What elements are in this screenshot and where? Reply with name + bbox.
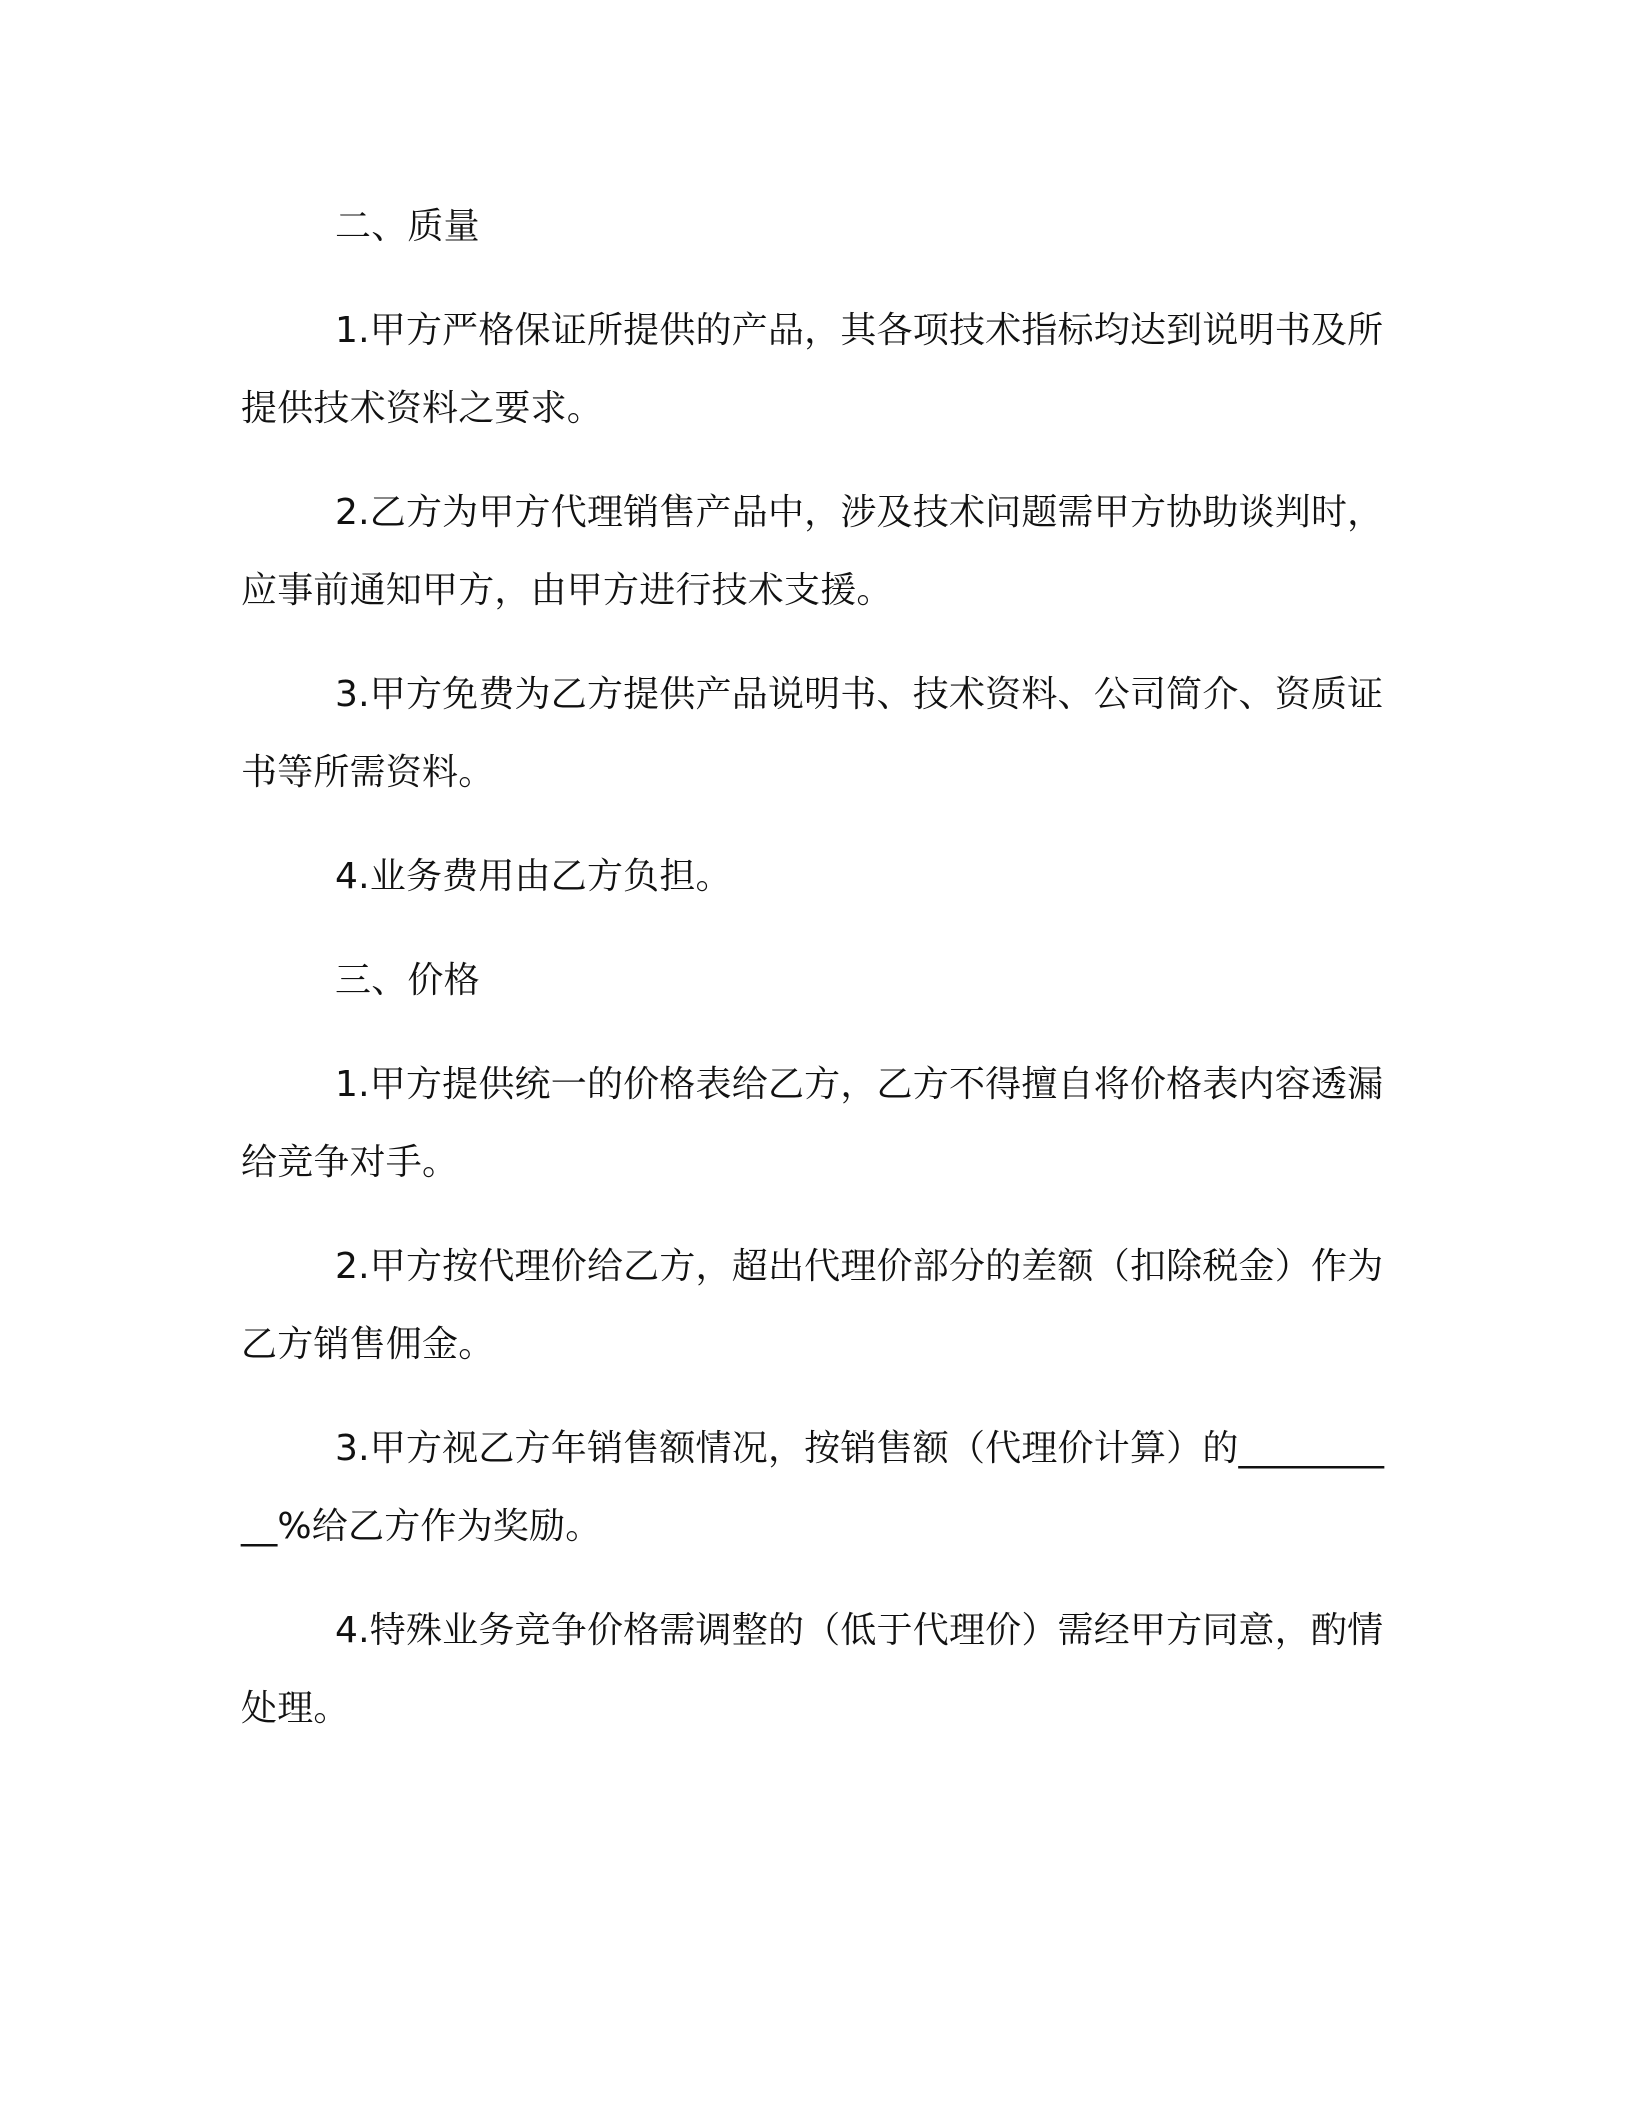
quality-clause-1: 1.甲方严格保证所提供的产品，其各项技术指标均达到说明书及所提供技术资料之要求。 [241, 310, 1384, 429]
price-clause-1: 1.甲方提供统一的价格表给乙方，乙方不得擅自将价格表内容透漏给竞争对手。 [241, 1064, 1384, 1183]
price-clause-4: 4.特殊业务竞争价格需调整的（低于代理价）需经甲方同意，酌情处理。 [241, 1610, 1384, 1729]
section-heading-price: 三、价格 [335, 960, 480, 1001]
quality-clause-4: 4.业务费用由乙方负担。 [335, 856, 732, 897]
price-clause-3: 3.甲方视乙方年销售额情况，按销售额（代理价计算）的__________%给乙方作为奖励。 [241, 1428, 1385, 1547]
quality-clause-3: 3.甲方免费为乙方提供产品说明书、技术资料、公司简介、资质证书等所需资料。 [241, 674, 1384, 793]
section-heading-quality: 二、质量 [335, 206, 480, 247]
price-clause-2: 2.甲方按代理价给乙方，超出代理价部分的差额（扣除税金）作为乙方销售佣金。 [241, 1246, 1384, 1365]
quality-clause-2: 2.乙方为甲方代理销售产品中，涉及技术问题需甲方协助谈判时，应事前通知甲方，由甲方进行技术支援。 [241, 492, 1384, 611]
document-body [241, 188, 1401, 1774]
